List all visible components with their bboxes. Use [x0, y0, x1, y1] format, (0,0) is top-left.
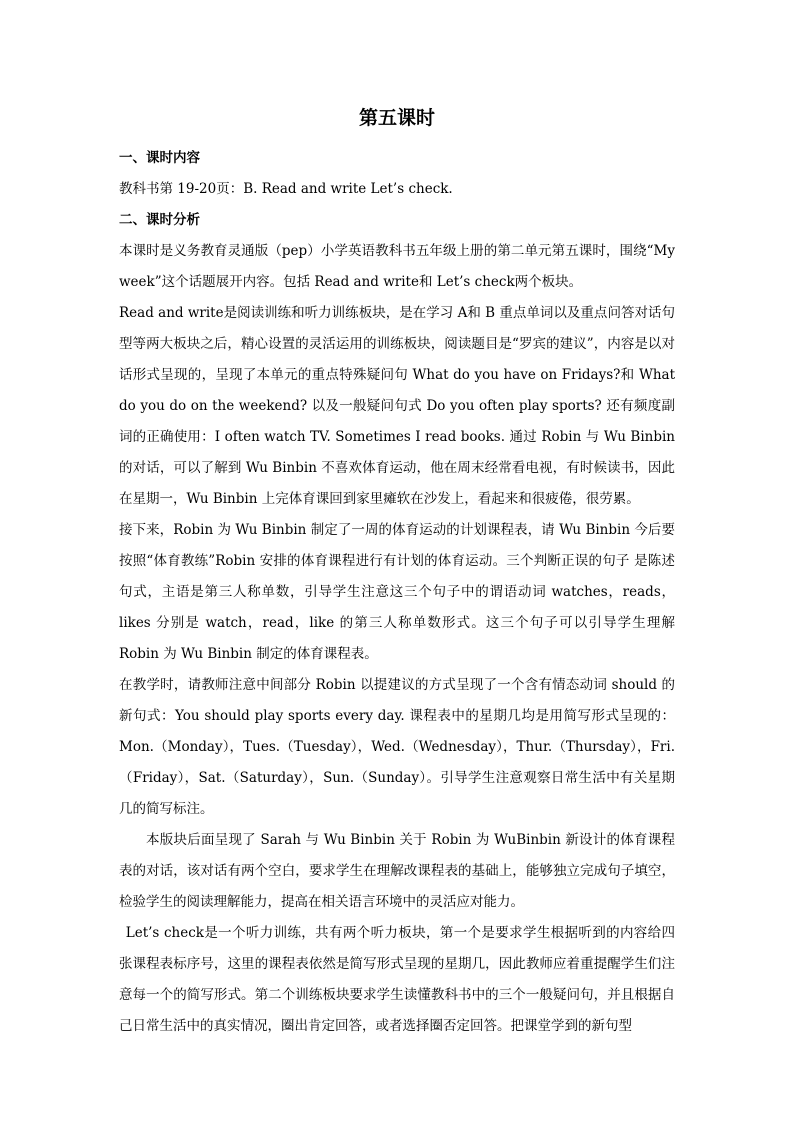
analysis-paragraph-4: 在教学时，请教师注意中间部分 Robin 以提建议的方式呈现了一个含有情态动词 should 的新句式：You should play sports every day. 课程表中的星期几均是用简写形式呈现的：Mon.（Monday），Tues.（Tuesday），Wed.（Wednesday），Thur.（Thursday），Fri.（Friday），Sat.（Saturday），Sun.（Sunday）。引导学生注意观察日常生活中有关星期几的简写标注。: [119, 677, 675, 817]
analysis-paragraph-2: Read and write是阅读训练和听力训练板块，是在学习 A和 B 重点单词以及重点问答对话句型等两大板块之后，精心设置的灵活运用的训练板块，阅读题目是“罗宾的建议”，内容是以对话形式呈现的，呈现了本单元的重点特殊疑问句 What do you have on Fridays?和 What do you do on the weekend? 以及一般疑问句式 Do you often play sports? 还有频度副词的正确使用：I often watch TV. Sometimes I read books. 通过 Robin 与 Wu Binbin 的对话，可以了解到 Wu Binbin 不喜欢体育运动，他在周末经常看电视，有时候读书，因此在星期一，Wu Binbin 上完体育课回到家里瘫软在沙发上，看起来和很疲倦，很劳累。: [119, 305, 675, 507]
section-heading-lesson-content: 一、课时内容: [119, 150, 200, 166]
analysis-paragraph-3: 接下来，Robin 为 Wu Binbin 制定了一周的体育运动的计划课程表，请 Wu Binbin 今后要按照“体育教练”Robin 安排的体育课程进行有计划的体育运动。三个判断正误的句子 是陈述句式，主语是第三人称单数，引导学生注意这三个句子中的谓语动词 watches，reads，likes 分别是 watch，read，like 的第三人称单数形式。这三个句子可以引导学生理解 Robin 为 Wu Binbin 制定的体育课程表。: [119, 522, 675, 662]
analysis-paragraph-5: 本版块后面呈现了 Sarah 与 Wu Binbin 关于 Robin 为 WuBinbin 新设计的体育课程表的对话，该对话有两个空白，要求学生在理解改课程表的基础上，能够独立完成句子填空，检验学生的阅读理解能力，提高在相关语言环境中的灵活应对能力。: [119, 832, 675, 910]
page-title: 第五课时: [358, 107, 435, 129]
lesson-content-text: 教科书第 19-20页：B. Read and write Let’s check.: [119, 181, 453, 197]
section-heading-lesson-analysis: 二、课时分析: [119, 212, 200, 228]
analysis-paragraph-6: Let’s check是一个听力训练，共有两个听力板块，第一个是要求学生根据听到的内容给四张课程表标序号，这里的课程表依然是简写形式呈现的星期几，因此教师应着重提醒学生们注意每一个的简写形式。第二个训练板块要求学生读懂教科书中的三个一般疑问句，并且根据自己日常生活中的真实情况，圈出肯定回答，或者选择圈否定回答。把课堂学到的新句型: [119, 925, 675, 1034]
document-page: [119, 103, 675, 1042]
analysis-paragraph-1: 本课时是义务教育灵通版（pep）小学英语教科书五年级上册的第二单元第五课时，围绕“My week”这个话题展开内容。包括 Read and write和 Let’s check两个板块。: [119, 243, 675, 290]
